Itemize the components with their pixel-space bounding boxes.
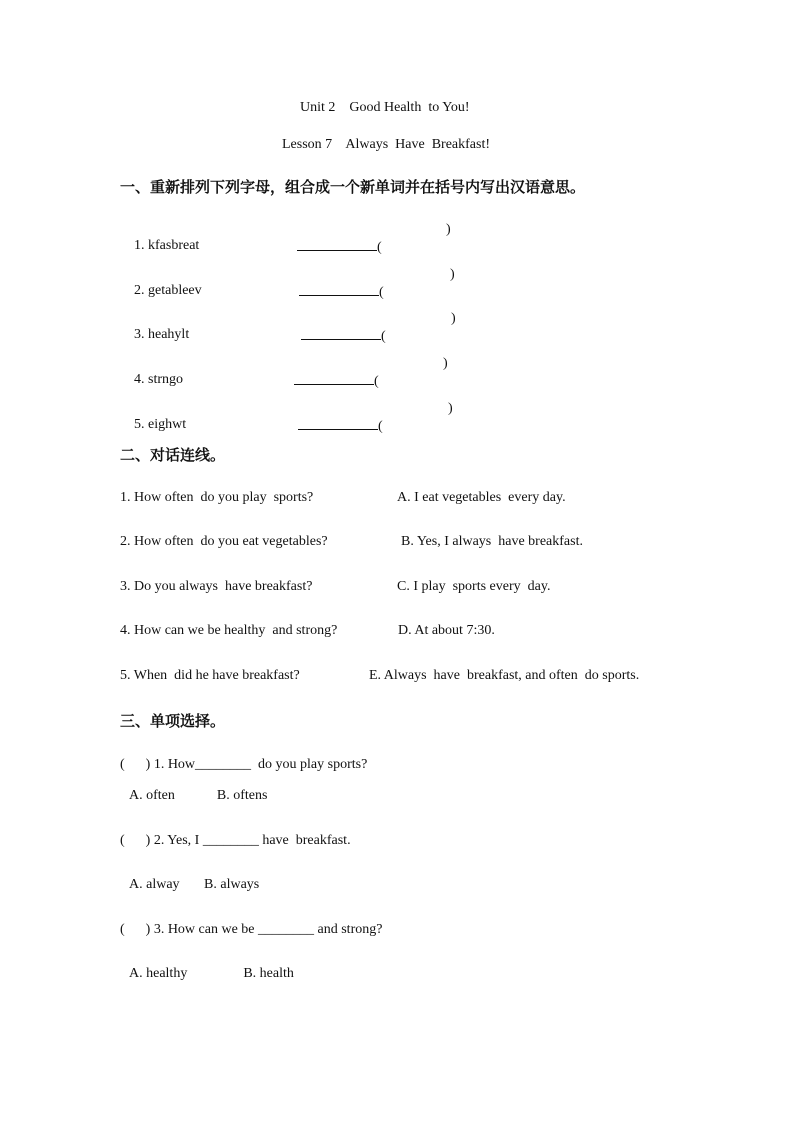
- choice-options: A. healthy B. health: [129, 966, 294, 981]
- section-1-heading: 一、重新排列下列字母，组合成一个新单词并在括号内写出汉语意思。: [120, 178, 586, 196]
- answer-blank[interactable]: [294, 372, 374, 385]
- list-item: [120, 311, 189, 359]
- paren-close: ): [448, 401, 453, 416]
- match-question: 3. Do you always have breakfast?: [120, 579, 313, 594]
- section-2-heading: 二、对话连线。: [120, 446, 226, 464]
- paren-close: ): [451, 311, 456, 326]
- section-3-heading: 三、单项选择。: [120, 712, 226, 730]
- list-item: [120, 401, 186, 449]
- match-question: 5. When did he have breakfast?: [120, 668, 300, 683]
- choice-options: A. alway B. always: [129, 877, 260, 892]
- paren-close: ): [446, 222, 451, 237]
- match-answer: A. I eat vegetables every day.: [397, 490, 566, 505]
- paren-close: ): [443, 356, 448, 371]
- answer-blank[interactable]: [297, 238, 377, 251]
- answer-blank-group: [283, 222, 382, 272]
- answer-blank-group: [285, 267, 384, 317]
- choice-question: ( ) 2. Yes, I ________ have breakfast.: [120, 833, 351, 848]
- match-answer: E. Always have breakfast, and often do sports.: [369, 668, 640, 683]
- scrambled-word: 1. kfasbreat: [134, 238, 200, 253]
- paren-open: (: [378, 419, 383, 434]
- paren-close: ): [450, 267, 455, 282]
- unit-title: Unit 2 Good Health to You!: [300, 100, 470, 115]
- scrambled-word: 3. heahylt: [134, 327, 190, 342]
- paren-open: (: [374, 374, 379, 389]
- list-item: [120, 267, 202, 315]
- scrambled-word: 5. eighwt: [134, 417, 187, 432]
- paren-open: (: [379, 285, 384, 300]
- match-answer: D. At about 7:30.: [398, 623, 495, 638]
- lesson-title: Lesson 7 Always Have Breakfast!: [282, 137, 491, 152]
- paren-open: (: [381, 329, 386, 344]
- answer-blank[interactable]: [301, 327, 381, 340]
- scrambled-word: 4. strngo: [134, 372, 183, 387]
- answer-blank[interactable]: [298, 417, 378, 430]
- match-question: 1. How often do you play sports?: [120, 490, 314, 505]
- choice-question: ( ) 3. How can we be ________ and strong?: [120, 922, 383, 937]
- answer-blank-group: [287, 311, 386, 361]
- answer-blank-group: [280, 356, 379, 406]
- match-question: 2. How often do you eat vegetables?: [120, 534, 328, 549]
- match-answer: B. Yes, I always have breakfast.: [401, 534, 583, 549]
- list-item: [120, 356, 183, 404]
- choice-options: A. often B. oftens: [129, 788, 268, 803]
- scrambled-word: 2. getableev: [134, 283, 202, 298]
- paren-open: (: [377, 240, 382, 255]
- answer-blank[interactable]: [299, 283, 379, 296]
- answer-blank-group: [284, 401, 383, 451]
- list-item: [120, 222, 199, 270]
- choice-question: ( ) 1. How________ do you play sports?: [120, 757, 368, 772]
- match-question: 4. How can we be healthy and strong?: [120, 623, 338, 638]
- match-answer: C. I play sports every day.: [397, 579, 551, 594]
